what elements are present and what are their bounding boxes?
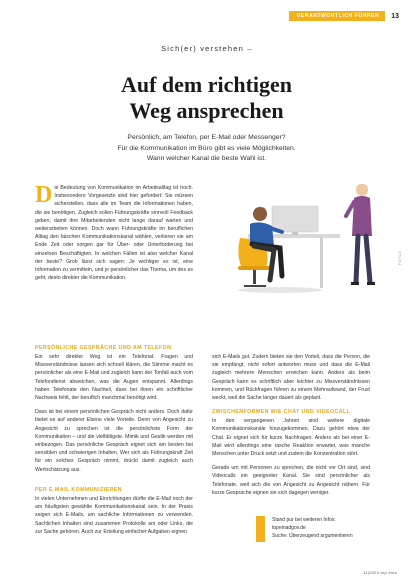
section-chat-p2: Gerade um mit Personen zu sprechen, die nicht vor Ort sind, sind Videocalls ein geeigneter Kanal. Sie sind persönlicher als Telefonate, weil sich die von Angesicht zu Angesicht nähern. Für kurze Gespräche eignen sie sich dagegen weniger. xyxy=(212,465,370,496)
tip-link[interactable]: topeinadgov.de xyxy=(272,525,306,531)
standing-person-shoe-1 xyxy=(351,282,359,285)
section-email xyxy=(35,487,193,536)
section-heading-email: PER E-MAIL KOMMUNIZIEREN xyxy=(35,487,122,493)
kicker-dash xyxy=(247,49,252,50)
title-line-2: Weg ansprechen xyxy=(129,98,284,123)
standing-person-leg-1 xyxy=(356,236,358,282)
tip-line-1: Stand pur bei weiteren Infos: xyxy=(272,517,336,523)
monitor xyxy=(272,206,318,232)
standing-person-arm xyxy=(346,202,354,216)
kicker xyxy=(0,44,413,53)
intro-text: ie Bedeutung von Kommunikation im Arbeitsalltag ist hoch. Insbesondere Vorgesetzte sind hier gefordert: Sie müssen sicherstellen, dass alle im Team die Informationen haben, die sie benötigen. Zugleich sollen Führungskräfte sinnvoll Feedback geben, damit ihre Mitarbeitenden nicht lange darauf warten und weiterarbeiten können. Doch wann Führungskräfte im beruflichen Alltag den falschen Kommunikationskanal wählen, verlieren sie am Ende Zeit oder sorgen gar für Über- oder Unterforderung bei einzelnen Beschäftigten. In welchen Fällen ist also welcher Kanal der beste? Grob lässt sich sagen: Je wichtiger es ist, eine Information zu vermitteln, und je persönlicher das Thema, um des es geht, desto direkter die Kommunikation. xyxy=(35,185,193,282)
right-column xyxy=(212,353,370,497)
page-header xyxy=(289,9,399,23)
tip-line-3: Suche: Überzeugend argumentieren xyxy=(272,533,353,539)
standing-person-leg-2 xyxy=(366,236,370,282)
seated-person-head xyxy=(253,207,267,221)
section-personal-p1: Ein sehr direkter Weg ist ein Telefonat. Fragen und Missverständnisse lassen sich schnell klären, die Stimme macht es persönlicher als eine E-Mail und zugleich kann der Tonfall auch vom Telefondienst abweichen, was die Augen entspannt. Allerdings haben Telefonate den Nachteil, dass bei ihnen ein schriftlicher Nachweis fehlt, der beruflich manchmal benötigt wird. xyxy=(35,354,193,402)
right-column-p1: sich E-Mails gut. Zudem bieten sie den Vorteil, dass die Person, die sie empfängt, nicht sofort antworten muss und dass die E-Mail zugleich mehrere Menschen erreichen kann. Anders als beim Gespräch kann es schriftlich aber leichter zu Missverständnissen kommen, und Rückfragen führen zu einem Mehraufwand, der Frust weckt, weil die Sache länger dauert als geplant. xyxy=(212,354,370,402)
lead-line-3: Wann welcher Kanal die beste Wahl ist. xyxy=(146,155,267,162)
floor-shadow xyxy=(238,287,322,293)
lead-line-2: Für die Kommunikation im Büro gibt es viele Möglichkeiten. xyxy=(117,144,296,152)
intro-paragraph xyxy=(35,184,193,282)
office-illustration xyxy=(220,176,390,296)
section-tag: VERANTWORTLICH FÜHREN xyxy=(289,11,385,21)
desk-leg xyxy=(320,238,323,288)
section-personal xyxy=(35,345,193,474)
kicker-text: Sich(er) verstehen xyxy=(161,44,244,53)
page-number: 13 xyxy=(391,12,399,20)
article-title xyxy=(0,72,413,124)
section-heading-chat: ZWISCHENFORMEN WIE CHAT UND VIDEOCALL xyxy=(212,409,351,416)
monitor-stand xyxy=(292,232,298,235)
tip-accent-bar xyxy=(256,516,265,542)
photo-credit: FOTOS xyxy=(398,250,402,265)
tip-box xyxy=(272,516,392,540)
standing-person-shoe-2 xyxy=(367,282,375,285)
lead-paragraph xyxy=(60,133,353,165)
title-line-1: Auf dem richtigen xyxy=(120,72,293,97)
section-email-p1: In vielen Unternehmen und Einrichtungen dürfte die E-Mail noch der am häufigsten gewählte Kommunikationskanal sein. In der Praxis zeigen sich E-Mails, um sachliche Informationen zu verwenden. Sachlichen Inhalten sind zusammen Protokolle am oder Links, die zur Sache gehören. Auch zur Erteilung einfacher Aufgaben eignen xyxy=(35,496,193,535)
drop-cap: D xyxy=(35,182,53,208)
section-heading-personal: PERSÖNLICHE GESPRÄCHE UND AM TELEFON xyxy=(35,345,172,351)
chair-post xyxy=(253,270,256,284)
lead-line-1: Persönlich, am Telefon, per E-Mail oder Messenger? xyxy=(127,134,286,141)
section-personal-p2: Dass ist bei einem persönlichen Gespräch nicht anders. Doch dafür bietet es auf anderer Ebene viele Vorteile. Denn von Angesicht zu Angesicht zu sprechen ist die persönlichste Form der Kommunikation – und die vielfältigste. Mimik und Gestik werden mit einbezogen. Das persönliche Gespräch eignet sich am besten bei sensiblen und schwierigen Inhalten. Wer sich als Führungskraft Zeit für ein solches Gespräch nimmt, drückt damit zugleich auch Wertschätzung aus. xyxy=(35,409,193,473)
chair-seat xyxy=(238,266,272,270)
page-footer: 11|2023 top eins xyxy=(362,570,397,575)
section-chat-p1: In den vergangenen Jahren sind weitere digitale Kommunikationskanäle hinzugekommen. Dazu gehört etwa der Chat. Er eignet sich für kurze Nachfragen. Anders als bei einer E-Mail wird allerdings eine rasche Reaktion erwartet, was manche Menschen unter Druck setzt und zudem die Konzentration stört. xyxy=(212,418,370,458)
